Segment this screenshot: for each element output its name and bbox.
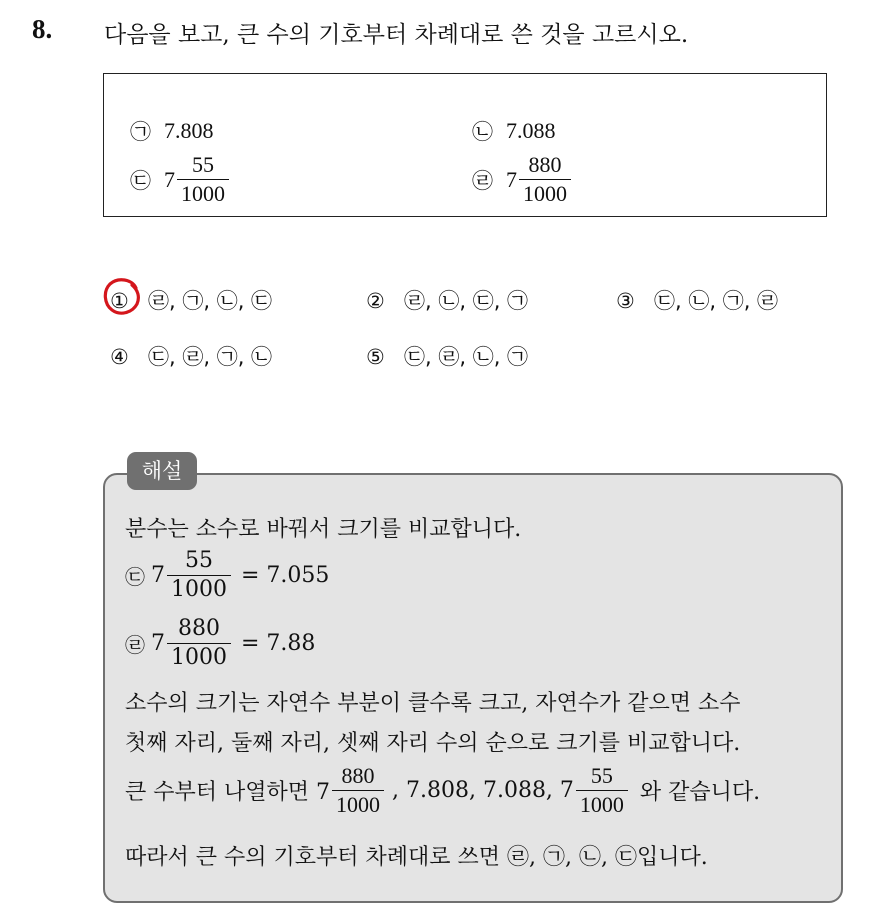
eq-c-result: = 7.055 (241, 563, 330, 588)
choice-4-number: ④ (110, 345, 129, 369)
question-number: 8. (32, 14, 53, 44)
line6-f2-numerator: 55 (590, 763, 613, 788)
eq-c-numerator: 55 (185, 548, 213, 573)
explanation-eq-c (125, 550, 329, 601)
eq-d-denominator: 1000 (167, 643, 231, 669)
eq-c-denominator: 1000 (167, 575, 231, 601)
item-c (130, 154, 231, 205)
item-d-fraction (519, 154, 571, 205)
choice-4[interactable] (110, 341, 272, 371)
explanation-line-6 (125, 765, 760, 816)
choice-1-number: ① (110, 289, 129, 313)
item-b-value: 7.088 (506, 118, 556, 143)
mark-a: ㉠ (130, 120, 151, 144)
item-d-whole: 7 (506, 166, 517, 192)
eq-d-whole: 7 (151, 631, 165, 656)
eq-c-fraction (167, 550, 231, 601)
item-a-value: 7.808 (164, 118, 214, 143)
mark-d: ㉣ (472, 168, 493, 193)
eq-d-result: = 7.88 (241, 631, 316, 656)
explanation-eq-d (125, 618, 315, 669)
choice-3[interactable] (616, 285, 778, 315)
line6-middle: , 7.808, 7.088, 7 (392, 778, 574, 803)
line6-prefix: 큰 수부터 나열하면 7 (125, 780, 330, 805)
item-a (130, 116, 214, 146)
item-c-fraction (177, 154, 229, 205)
eq-d-mark: ㉣ (125, 633, 145, 657)
explanation-line-7: 따라서 큰 수의 기호부터 차례대로 쓰면 ㉣, ㉠, ㉡, ㉢입니다. (125, 845, 708, 870)
explanation-line-5: 첫째 자리, 둘째 자리, 셋째 자리 수의 순으로 크기를 비교합니다. (125, 731, 741, 756)
choice-3-text: ㉢, ㉡, ㉠, ㉣ (654, 289, 779, 313)
line6-f2-denominator: 1000 (576, 790, 628, 816)
item-c-whole: 7 (164, 166, 175, 192)
choice-4-text: ㉢, ㉣, ㉠, ㉡ (148, 345, 273, 369)
question-text: 다음을 보고, 큰 수의 기호부터 차례대로 쓴 것을 고르시오. (104, 22, 689, 48)
item-b (472, 116, 556, 146)
line6-fraction-1 (332, 765, 384, 816)
eq-c-whole: 7 (151, 563, 165, 588)
choice-3-number: ③ (616, 289, 635, 313)
explanation-line-1: 분수는 소수로 바꿔서 크기를 비교합니다. (125, 517, 522, 542)
line6-fraction-2 (576, 765, 628, 816)
choice-2-text: ㉣, ㉡, ㉢, ㉠ (404, 289, 529, 313)
line6-f1-numerator: 880 (341, 763, 375, 788)
line6-suffix: 와 같습니다. (639, 780, 761, 805)
explanation-tag: 해설 (127, 452, 197, 490)
choice-5-text: ㉢, ㉣, ㉡, ㉠ (404, 345, 529, 369)
choice-5-number: ⑤ (366, 345, 385, 369)
item-c-denominator: 1000 (177, 179, 229, 205)
eq-d-fraction (167, 618, 231, 669)
mark-c: ㉢ (130, 168, 151, 193)
item-d-denominator: 1000 (519, 179, 571, 205)
line6-f1-denominator: 1000 (332, 790, 384, 816)
item-d (472, 154, 573, 205)
answer-circle-mark (102, 276, 142, 316)
choice-1-text: ㉣, ㉠, ㉡, ㉢ (148, 289, 273, 313)
item-c-numerator: 55 (192, 152, 214, 177)
explanation-line-4: 소수의 크기는 자연수 부분이 클수록 크고, 자연수가 같으면 소수 (125, 691, 741, 716)
eq-d-numerator: 880 (178, 616, 220, 641)
choice-2[interactable] (366, 285, 528, 315)
item-d-numerator: 880 (528, 152, 562, 177)
choice-2-number: ② (366, 289, 385, 313)
mark-b: ㉡ (472, 120, 493, 144)
choice-5[interactable] (366, 341, 528, 371)
eq-c-mark: ㉢ (125, 565, 145, 589)
